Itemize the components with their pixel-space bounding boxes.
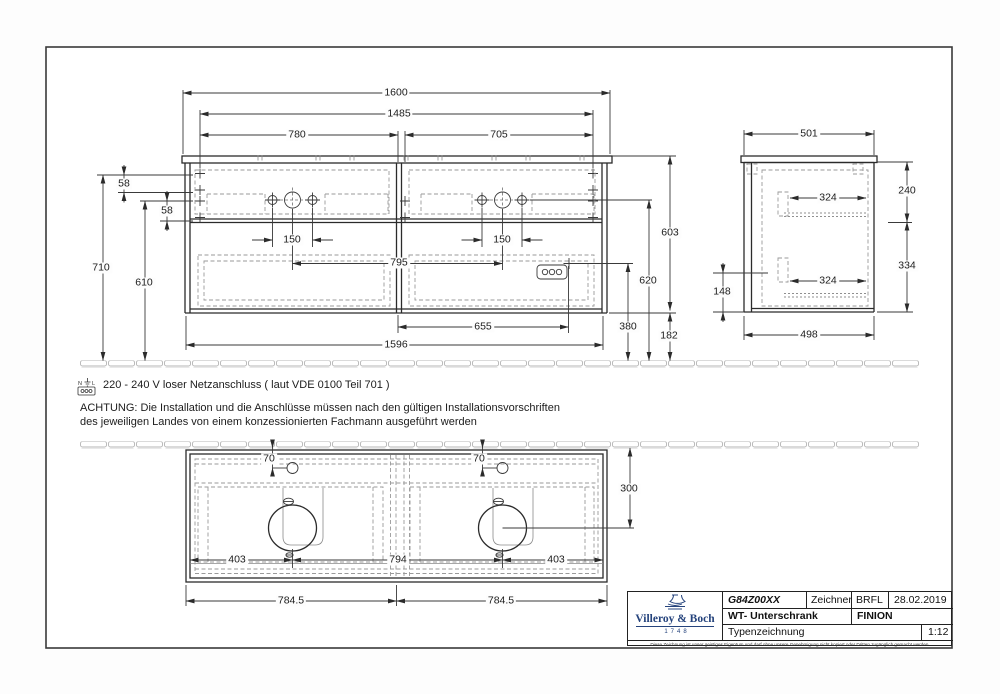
dim-front-offset-top: 58 [118,177,130,190]
terminal-l-label: L [92,381,96,387]
dim-front-body-width: 1596 [384,338,408,351]
zeichner-value: BRFL [856,594,883,606]
floor-tile-strip [80,361,920,368]
dim-front-body-height: 603 [661,226,679,239]
article-number: G84Z00XX [728,594,780,606]
wall-tile-strip [80,442,920,449]
dim-front-right-section: 705 [490,128,508,141]
warning-note-line1: ACHTUNG: Die Installation und die Anschlüsse müssen nach den gültigen Installationsvorschriften [80,402,560,414]
dim-front-hole-pitch-left: 150 [283,233,301,246]
dim-front-hole-pitch-right: 150 [493,233,511,246]
warning-note-line2: des jeweiligen Landes von einem konzessionierten Fachmann ausgeführt werden [80,416,477,428]
disclaimer-text: Diese Zeichnung ist unser geistiges Eigentum und darf ohne unsere Genehmigung nicht kopiert oder Dritten zugänglich gemacht werden. [650,641,930,647]
brand-name: Villeroy & Boch [635,613,715,625]
dim-side-upper-section: 240 [898,184,916,197]
dim-front-socket-offset: 655 [474,320,492,333]
product-name: WT- Unterschrank [728,610,818,622]
dim-side-lower-section: 334 [898,259,916,272]
dim-plan-drain-span: 794 [389,553,407,566]
zeichner-label: Zeichner [811,594,852,606]
brand-year: 1748 [664,629,690,635]
dim-side-back-cutout: 148 [713,285,731,298]
dim-front-left-section: 780 [288,128,306,141]
dim-side-depth-top: 501 [800,127,818,140]
dim-plan-basin-depth: 300 [620,482,638,495]
dim-plan-faucet-right: 70 [473,452,485,465]
dim-plan-half-right: 784.5 [487,594,515,607]
dim-side-rail-upper: 324 [819,191,837,204]
dim-plan-half-left: 784.5 [277,594,305,607]
dim-plan-drain-right: 403 [547,553,565,566]
terminal-n-label: N [78,381,82,387]
vb-logo [628,592,722,640]
dim-front-hole-span: 1485 [387,107,411,120]
dim-front-height-mid: 610 [135,276,153,289]
dim-front-offset-mid: 58 [161,204,173,217]
drawing-date: 28.02.2019 [894,594,947,606]
dim-side-rail-lower: 324 [819,274,837,287]
series-name: FINION [857,610,893,622]
dim-front-outlet-height: 380 [619,320,637,333]
dim-front-center-span: 795 [390,256,408,269]
document-type: Typenzeichnung [728,626,805,638]
title-block [627,591,952,646]
power-note: 220 - 240 V loser Netzanschluss ( laut VDE 0100 Teil 701 ) [103,379,390,391]
dim-front-overall-width: 1600 [384,86,408,99]
dim-plan-drain-left: 403 [228,553,246,566]
drawing-scale: 1:12 [928,626,949,638]
dim-front-height-total: 710 [92,261,110,274]
dim-side-depth-bottom: 498 [800,328,818,341]
dim-front-socket-height: 620 [639,274,657,287]
dim-plan-faucet-left: 70 [263,452,275,465]
dim-front-floor-clearance: 182 [660,329,678,342]
